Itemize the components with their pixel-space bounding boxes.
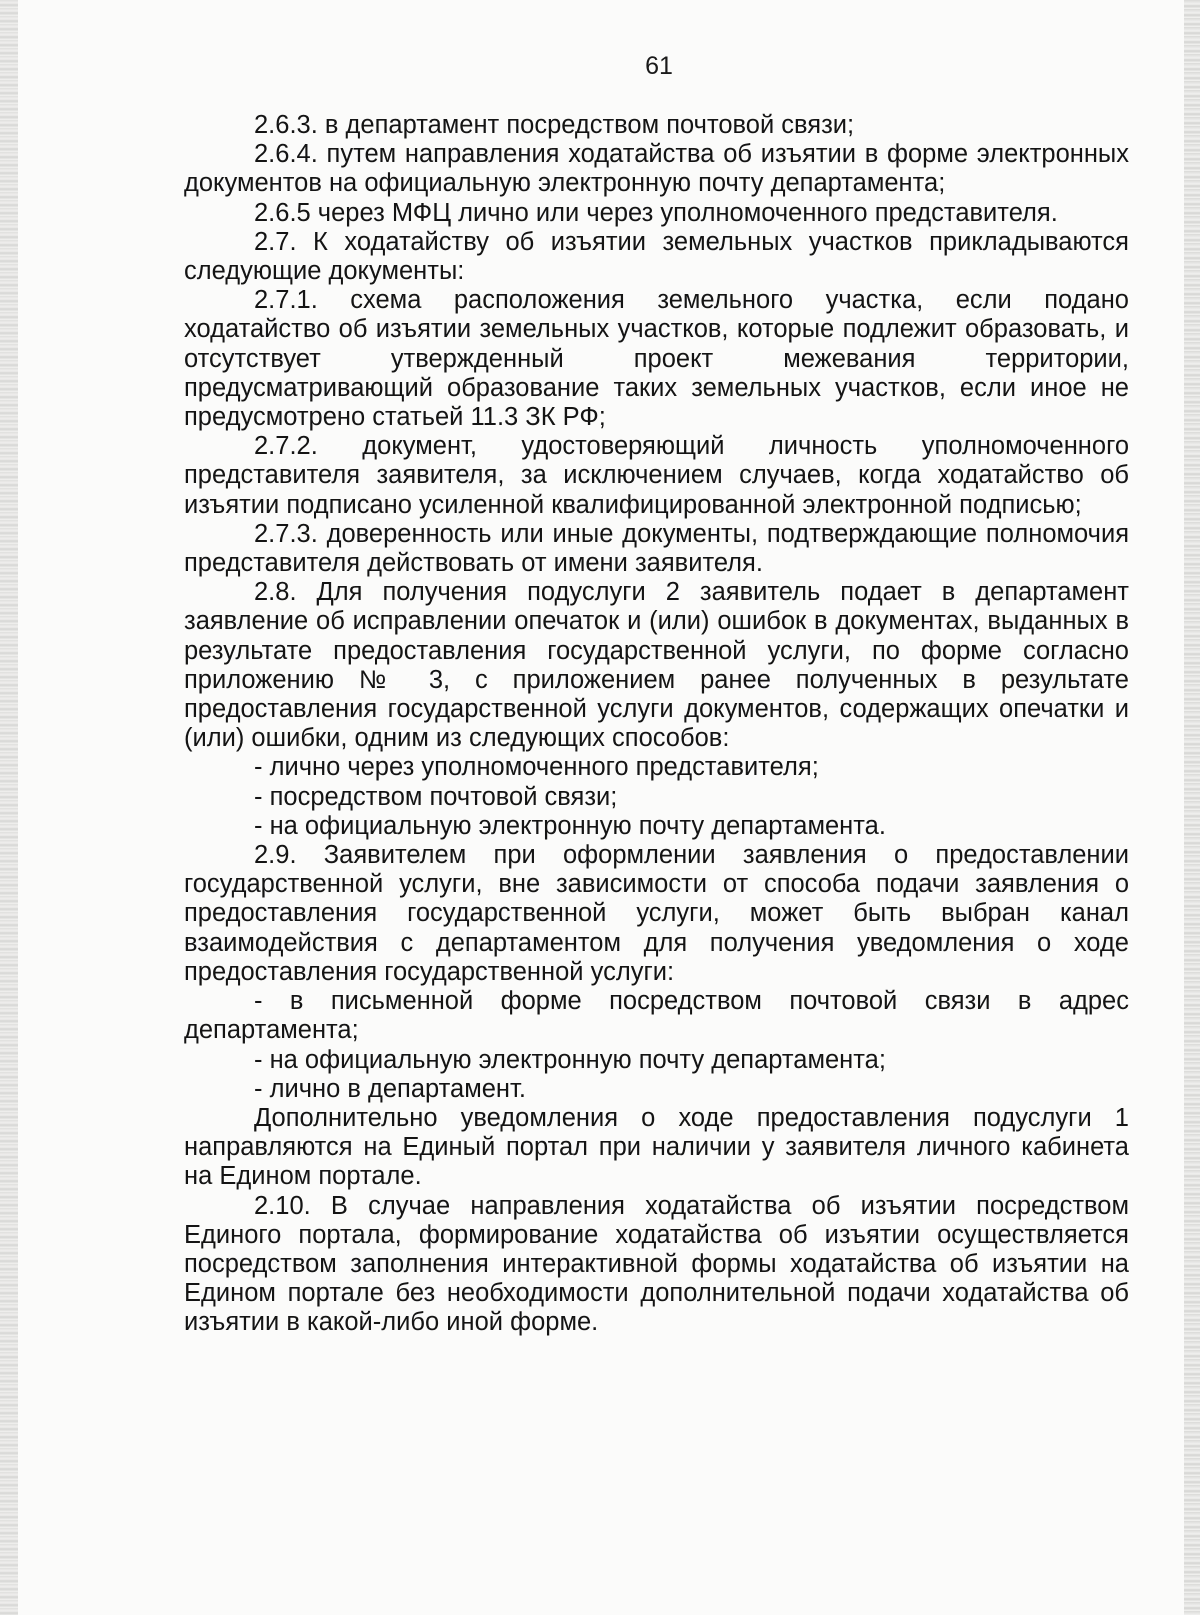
paragraph-2-6-4: 2.6.4. путем направления ходатайства об изъятии в форме электронных документов на официальную электронную почту департамента;: [184, 140, 1129, 198]
paragraph-2-6-3: 2.6.3. в департамент посредством почтовой связи;: [254, 111, 855, 139]
list-item: - на официальную электронную почту департамента.: [254, 811, 886, 840]
page-number: 61: [645, 52, 673, 80]
scan-edge-left: [0, 0, 18, 1615]
paragraph-2-7-2: 2.7.2. документ, удостоверяющий личность уполномоченного представителя заявителя, за исключением случаев, когда ходатайство об изъятии подписано усиленной квалифицированной электронной подписью;: [184, 432, 1129, 519]
scan-edge-right: [1184, 0, 1200, 1615]
document-body: [184, 111, 1129, 1338]
paragraph-additional-notifications: Дополнительно уведомления о ходе предоставления подуслуги 1 направляются на Единый портал при наличии у заявителя личного кабинета на Едином портале.: [184, 1103, 1129, 1191]
list-item: - лично через уполномоченного представителя;: [254, 753, 819, 782]
paragraph-2-7-3: 2.7.3. доверенность или иные документы, подтверждающие полномочия представителя действовать от имени заявителя.: [184, 519, 1129, 578]
list-item: - в письменной форме посредством почтовой связи в адрес департамента;: [184, 987, 1129, 1045]
paragraph-2-10: 2.10. В случае направления ходатайства об изъятии посредством Единого портала, формирование ходатайства об изъятии осуществляется посредством заполнения интерактивной формы ходатайства об изъятии на Едином портале без необходимости дополнительной подачи ходатайства об изъятии в какой-либо иной форме.: [184, 1191, 1129, 1337]
paragraph-2-8: 2.8. Для получения подуслуги 2 заявитель подает в департамент заявление об исправлении опечаток и (или) ошибок в документах, выданных в результате предоставления государственной услуги, по форме согласно приложению № 3, с приложением ранее полученных в результате предоставления государственной услуги документов, содержащих опечатки и (или) ошибки, одним из следующих способов:: [184, 578, 1129, 753]
list-item: - лично в департамент.: [254, 1074, 526, 1103]
paragraph-2-9: 2.9. Заявителем при оформлении заявления о предоставлении государственной услуги, вне зависимости от способа подачи заявления о предоставления государственной услуги, может быть выбран канал взаимодействия с департаментом для получения уведомления о ходе предоставления государственной услуги:: [184, 841, 1129, 986]
paragraph-2-6-5: 2.6.5 через МФЦ лично или через уполномоченного представителя.: [254, 198, 1058, 227]
list-item: - на официальную электронную почту департамента;: [254, 1045, 886, 1074]
paragraph-2-7: 2.7. К ходатайству об изъятии земельных участков прикладываются следующие документы:: [184, 227, 1129, 286]
paragraph-2-7-1: 2.7.1. схема расположения земельного участка, если подано ходатайство об изъятии земельных участков, которые подлежит образовать, и отсутствует утвержденный проект межевания территории, предусматривающий образование таких земельных участков, если иное не предусмотрено статьей 11.3 ЗК РФ;: [184, 286, 1129, 432]
list-item: - посредством почтовой связи;: [254, 782, 618, 811]
